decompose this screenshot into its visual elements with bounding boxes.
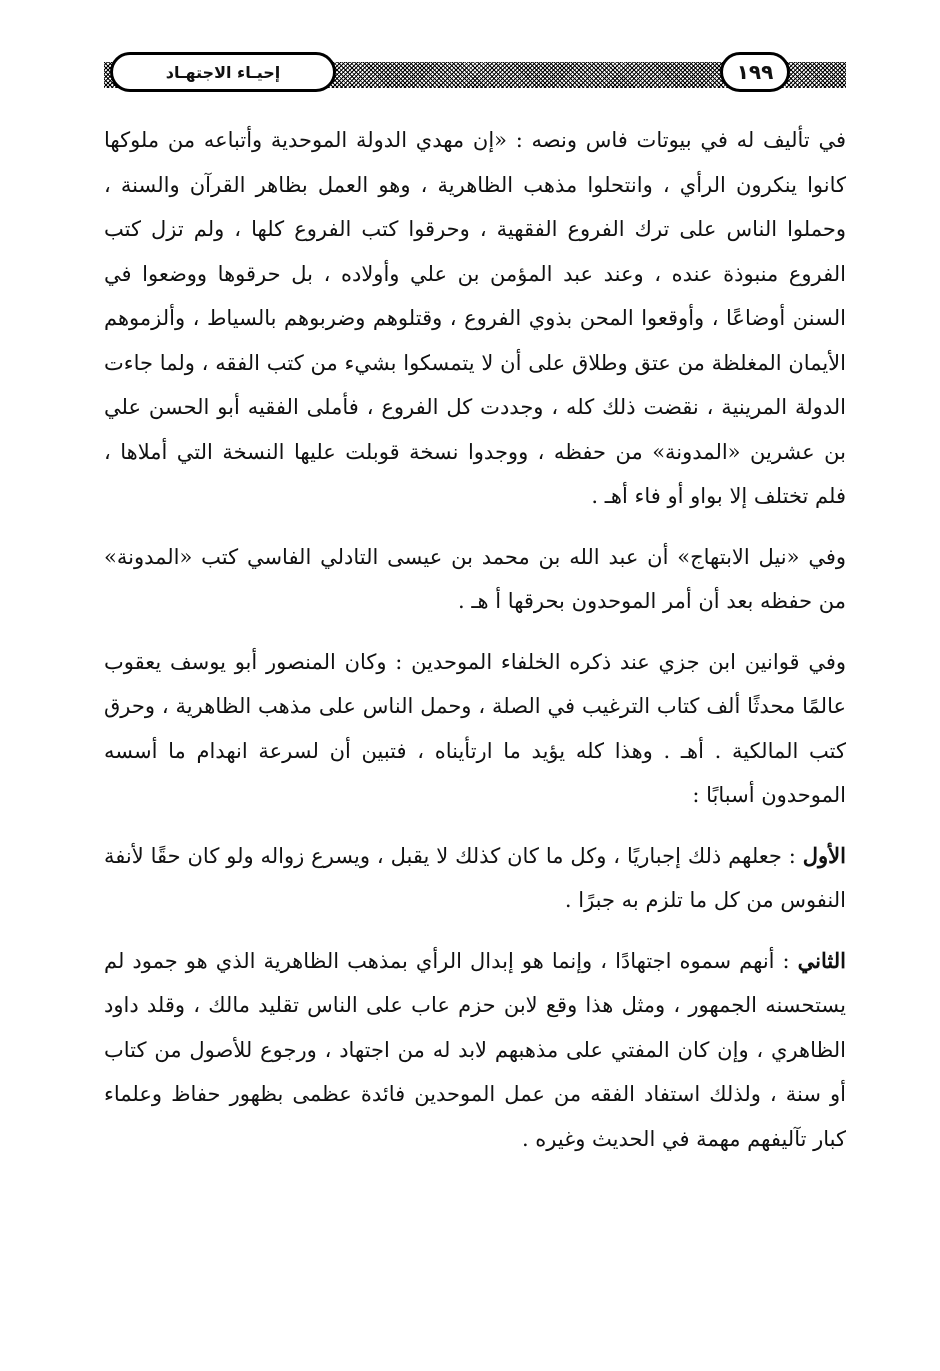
paragraph-text: : جعلهم ذلك إجباريًا ، وكل ما كان كذلك لا يقبل ، ويسرع زواله ولو كان حقًا لأنفة النفوس من كل ما تلزم به جبرًا . [104, 843, 846, 912]
paragraph-text: : أنهم سموه اجتهادًا ، وإنما هو إبدال الرأي بمذهب الظاهرية الذي هو جمود لم يستحسنه الجمهور ، ومثل هذا وقع لابن حزم عاب على الناس تقليد مالك ، وقلد داود الظاهري ، وإن كان المفتي على مذهبهم لابد له من اجتهاد ، ورجوع للأصول من كتاب أو سنة ، ولذلك استفاد الفقه من عمل الموحدين فائدة عظمى بظهور حفاظ وعلماء كبار تآليفهم مهمة في الحديث وغيره . [104, 948, 846, 1151]
page-number: ١٩٩ [736, 60, 774, 84]
paragraph-nayl-ibtihaj [104, 535, 846, 624]
page-number-box [720, 52, 790, 92]
page-body [104, 118, 846, 1177]
page-header [104, 52, 846, 98]
paragraph-qawanin [104, 640, 846, 818]
paragraph-text: في تأليف له في بيوتات فاس ونصه : «إن مهدي الدولة الموحدية وأتباعه من ملوكها كانوا ينكرون الرأي ، وانتحلوا مذهب الظاهرية ، وهو العمل بظاهر القرآن والسنة ، وحملوا الناس على ترك الفروع الفقهية ، وحرقوا كتب الفروع كلها ، ولم تزل كتب الفروع منبوذة عنده ، وعند عبد المؤمن بن علي وأولاده ، بل حرقوها ووضعوا في السنن أوضاعًا ، وأوقعوا المحن بذوي الفروع ، وقتلوهم وضربوهم بالسياط ، وألزموهم الأيمان المغلظة من عتق وطلاق على أن لا يتمسكوا بشيء من كتب الفقه ، ولما جاءت الدولة المرينية ، نقضت ذلك كله ، وجددت كل الفروع ، فأملى الفقيه أبو الحسن علي بن عشرين «المدونة» من حفظه ، ووجدوا نسخة قوبلت عليها النسخة التي أملاها ، فلم تختلف إلا بواو أو فاء أهـ . [104, 128, 846, 508]
paragraph-first-reason [104, 834, 846, 923]
paragraph-text: وفي قوانين ابن جزي عند ذكره الخلفاء الموحدين : وكان المنصور أبو يوسف يعقوب عالمًا محدثًا ألف كتاب الترغيب في الصلة ، وحمل الناس على مذهب الظاهرية ، وحرق كتب المالكية . أهـ . وهذا كله يؤيد ما ارتأيناه ، فتبين أن لسرعة انهدام ما أسسه الموحدون أسبابًا : [104, 649, 846, 807]
running-title-box [110, 52, 336, 92]
paragraph-quote-fas [104, 118, 846, 519]
paragraph-lead: الأول [802, 842, 846, 868]
running-title: إحيـاء الاجتهـاد [165, 62, 281, 82]
paragraph-text: وفي «نيل الابتهاج» أن عبد الله بن محمد بن عيسى التادلي الفاسي كتب «المدونة» من حفظه بعد أن أمر الموحدون بحرقها أ هـ . [104, 544, 846, 613]
paragraph-lead: الثاني [797, 947, 846, 973]
paragraph-second-reason [104, 939, 846, 1162]
